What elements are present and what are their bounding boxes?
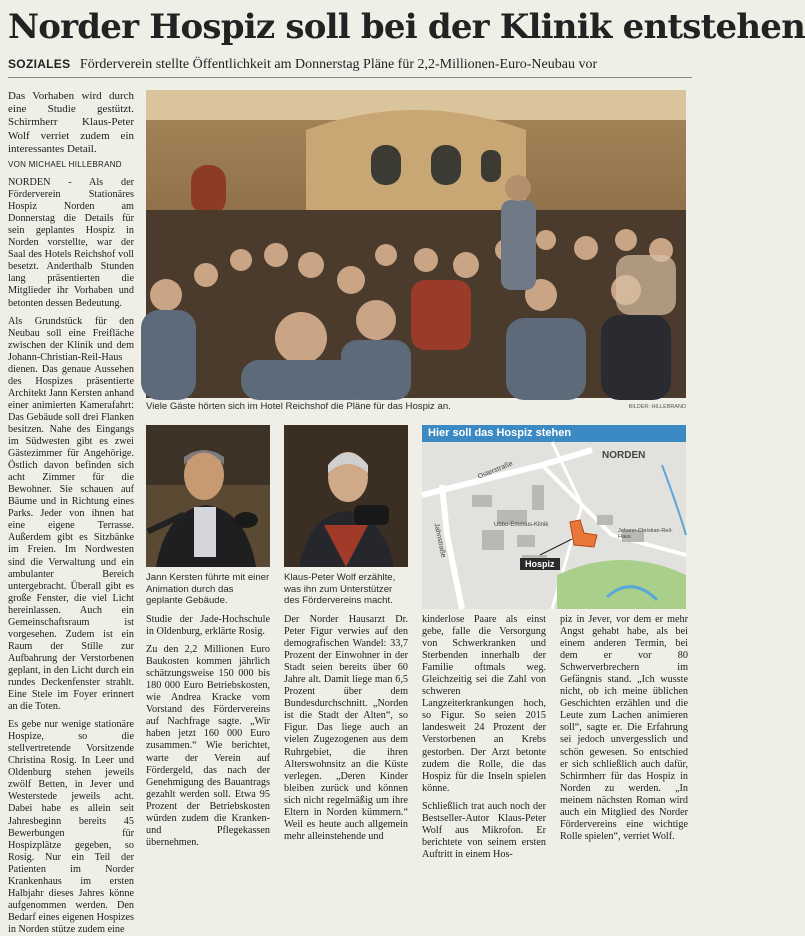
map-label-klinik: Ubbo-Emmius-Klinik <box>494 522 549 528</box>
main-photo-caption: Viele Gäste hörten sich im Hotel Reichshof die Pläne für das Hospiz an. <box>146 401 451 412</box>
map-title: Hier soll das Hospiz stehen <box>422 425 686 442</box>
headline: Norder Hospiz soll bei der Klinik entstehen <box>8 7 805 47</box>
audience-scene <box>146 90 686 398</box>
subheadline: Förderverein stellte Öffentlichkeit am Donnerstag Pläne für 2,2-Millionen-Euro-Neubau vor <box>79 57 598 72</box>
photo-credit: BILDER: HILLEBRAND <box>628 404 686 410</box>
paragraph: Studie der Jade-Hochschule in Oldenburg, erklärte Rosig. <box>146 614 270 638</box>
map-label-street2: Jahnstraße <box>432 522 447 559</box>
map-label-city: NORDEN <box>602 450 646 461</box>
location-map <box>422 425 686 609</box>
paragraph: Es gebe nur wenige stationäre Hospize, so die stellvertretende Vorsitzende Christina Rosig. In Leer und Oldenburg stehen jeweils zwölf Betten, in Jever und Westerstede jeweils acht. Dabei habe es allein seit Jahresbeginn bereits 45 Bewerbungen für Hospizplätze gegeben, so Rosig. Nur ein Teil der Patienten im Norder Krankenhaus im ersten Halbjahr dieses Jahres könne aufgenommen werden. Den Bedarf eines eigenen Hospizes in Norden stütze zudem eine <box>8 719 134 935</box>
paragraph: piz in Jever, vor dem er mehr Angst gehabt habe, als bei einem anderen Termin, bei dem er vor 80 Schwerverbrechern im Gefängnis stand. „Ich wusste nicht, ob ich meine üblichen Geschichten erzählen und die Leute zum Lachen animieren soll“, sagte er. Die Erfahrung sei jedoch unvergesslich und schön gewesen. So entschied er sich schließlich auch dafür, Schirmherr für das Hospiz in Norden zu werden. „In meinem nächsten Roman wird auch ein Mitglied des Norder Fördervereins eine wichtige Rolle spielen“, verriet Wolf. <box>560 614 688 842</box>
map-graphic <box>422 425 686 609</box>
column-3 <box>284 614 408 842</box>
map-label-reilhaus: Johann-Christian-Reil-Haus <box>618 528 673 540</box>
wolf-caption: Klaus-Peter Wolf erzählte, was ihn zum Unterstützer des Fördervereins macht. <box>284 572 396 607</box>
paragraph: Als Grundstück für den Neubau soll eine Freifläche zwischen der Klinik und dem Johann-Christian-Reil-Haus dienen. Das genaue Aussehen des Hospizes präsentierte Architekt Jann Kersten anhand einer animierten Kamerafahrt: Das Gebäude soll drei Flanken besitzen. Nahe des Eingangs im Südwesten gibt es zwei Gästezimmer für Angehörige. Östlich davon befinden sich acht Zimmer für die Bewohner. Sie schauen auf Bäume und in Richtung eines Parks. Jeder von ihnen hat eine eigene Terrasse. Außerdem gibt es Sitzbänke im Freien. Im Nordwesten sind die Verwaltung und ein ambulanter Bereich untergebracht. Überall gibt es große Fenster, die viel Licht hereinlassen. Auch ein Gemeinschaftsraum ist vorgesehen. Zudem ist ein Raum der Stille zur Aufbahrung der Verstorbenen geplant, in den Licht durch ein rundes Deckenfenster strahlt. Eine Stele im Foyer erinnert an die Toten. <box>8 315 134 713</box>
kersten-caption: Jann Kersten führte mit einer Animation durch das geplante Gebäude. <box>146 572 270 607</box>
teaser: Das Vorhaben wird durch eine Studie gestützt. Schirmherr Klaus-Peter Wolf verriet zudem ein interessantes Detail. <box>8 90 134 155</box>
paragraph: Der Norder Hausarzt Dr. Peter Figur verwies auf den demografischen Wandel: 33,7 Prozent der Einwohner in der Stadt seien bereits über 60 Jahre alt. Damit liege man 6,5 Prozent über dem Bundesdurchschnitt. „Norden ist die Stadt der Alten“, so Figur. Das liege auch an vielen Zugezogenen aus dem Ruhrgebiet, die ihren Alterswohnsitz an die Küste verlegen. „Deren Kinder bleiben zurück und können sich nicht regelmäßig um ihre Eltern in Norden kümmern.“ Weil es heute auch allgemein mehr alleinstehende und <box>284 614 408 842</box>
column-1 <box>8 90 134 935</box>
paragraph: Zu den 2,2 Millionen Euro Baukosten kommen jährlich schätzungsweise 150 000 bis 180 000 Euro Betriebskosten, wie Andrea Kracke vom Vorstand des Fördervereins auf Nachfrage sagte. „Wir haben jetzt 160 000 Euro zusammen.“ Wie berichtet, warte der Verein auf Fördergeld, das nach der Genehmigung des Bauantrags gezahlt werden soll. Etwa 95 Prozent der Betriebskosten würden zudem die Kranken- und Pflegekassen übernehmen. <box>146 644 270 848</box>
map-label-hospiz: Hospiz <box>520 558 560 570</box>
column-2 <box>146 614 270 848</box>
kicker: SOZIALES <box>8 57 71 71</box>
paragraph: Schließlich trat auch noch der Bestseller-Autor Klaus-Peter Wolf aus Mikrofon. Er berichtete von seinem ersten Auftritt in einem Hos- <box>422 800 546 860</box>
wolf-portrait <box>284 425 408 567</box>
byline: VON MICHAEL HILLEBRAND <box>8 160 122 170</box>
paragraph: kinderlose Paare als einst gebe, falle die Versorgung von Schwerkranken und Sterbenden innerhalb der Familie oftmals weg. Gleichzeitig sei die Zahl von schweren Langzeiterkrankungen hoch, so Figur. So seien 2015 landesweit 24 Prozent der Verstorbenen an Krebs gestorben. Der Arzt betonte zudem die Rolle, die das Hospiz für die Inseln spielen könne. <box>422 614 546 794</box>
subheadline-row <box>8 56 698 73</box>
map-label-street1: Osterstraße <box>477 460 514 481</box>
column-4 <box>422 614 546 860</box>
header-rule <box>8 77 692 78</box>
paragraph: NORDEN - Als der Förderverein Stationäres Hospiz Norden am Donnerstag die Details für sein geplantes Hospiz in Norden vorstellte, war der Saal des Hotels Reichshof voll besetzt. Anderthalb Stunden lang präsentierten die Mitglieder ihr Vorhaben und betonten dessen Bedeutung. <box>8 177 134 309</box>
kersten-portrait <box>146 425 270 567</box>
column-5 <box>560 614 688 842</box>
main-photo <box>146 90 686 398</box>
kersten-photo <box>146 425 270 567</box>
wolf-photo <box>284 425 408 567</box>
